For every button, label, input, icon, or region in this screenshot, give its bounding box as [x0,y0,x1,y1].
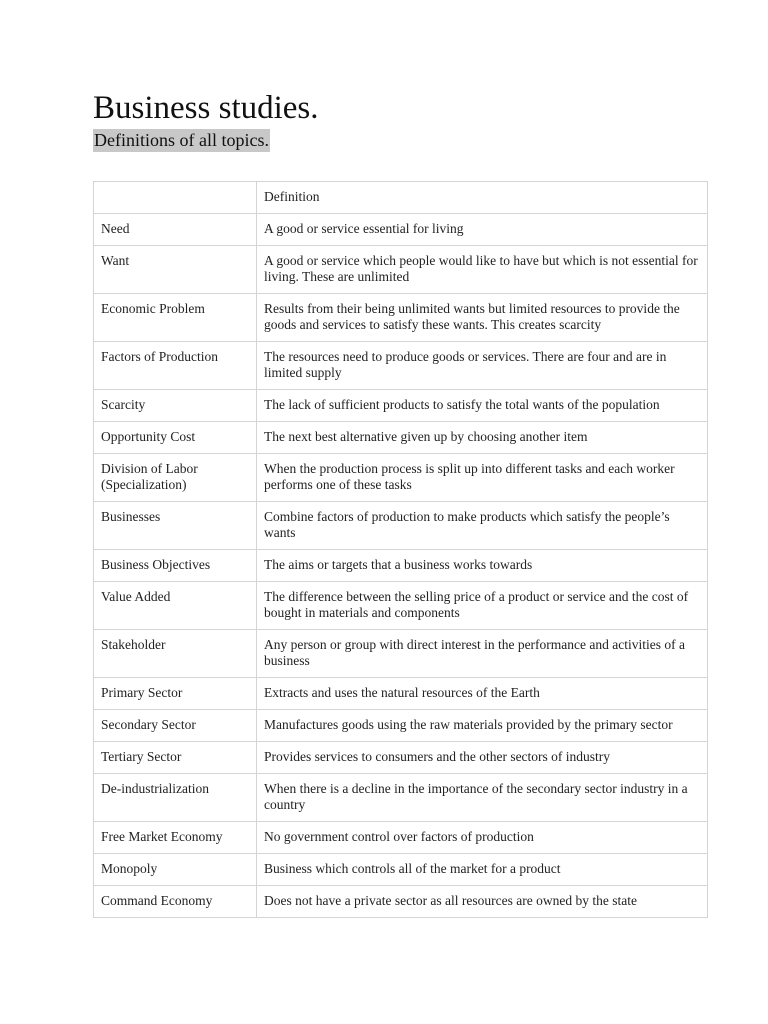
definition-cell: The aims or targets that a business works towards [257,550,708,582]
term-cell: Value Added [94,582,257,630]
definition-cell: Manufactures goods using the raw materials provided by the primary sector [257,710,708,742]
term-cell: Stakeholder [94,630,257,678]
definition-cell: No government control over factors of production [257,822,708,854]
table-row [94,550,708,582]
term-cell: Opportunity Cost [94,422,257,454]
table-row [94,246,708,294]
table-row [94,390,708,422]
definition-cell: Combine factors of production to make products which satisfy the people’s wants [257,502,708,550]
definition-cell: Does not have a private sector as all resources are owned by the state [257,886,708,918]
term-cell: Command Economy [94,886,257,918]
definition-cell: Extracts and uses the natural resources of the Earth [257,678,708,710]
table-row [94,342,708,390]
header-term-cell [94,182,257,214]
table-row [94,710,708,742]
table-row [94,742,708,774]
table-row [94,454,708,502]
page-subtitle: Definitions of all topics. [94,130,269,150]
definition-cell: When there is a decline in the importance of the secondary sector industry in a country [257,774,708,822]
page-title: Business studies. [93,90,319,126]
definition-cell: Business which controls all of the market for a product [257,854,708,886]
definition-cell: The lack of sufficient products to satisfy the total wants of the population [257,390,708,422]
table-row [94,854,708,886]
term-cell: Want [94,246,257,294]
definition-cell: The difference between the selling price of a product or service and the cost of bought in materials and components [257,582,708,630]
definition-cell: The next best alternative given up by choosing another item [257,422,708,454]
term-cell: Scarcity [94,390,257,422]
table-row [94,582,708,630]
term-cell: Need [94,214,257,246]
table-row [94,630,708,678]
header-definition-cell: Definition [257,182,708,214]
definition-cell: Any person or group with direct interest in the performance and activities of a business [257,630,708,678]
table-row [94,214,708,246]
definition-cell: A good or service which people would like to have but which is not essential for living. These are unlimited [257,246,708,294]
term-cell: Free Market Economy [94,822,257,854]
term-cell: Business Objectives [94,550,257,582]
table-row [94,886,708,918]
definition-cell: When the production process is split up into different tasks and each worker performs one of these tasks [257,454,708,502]
definition-cell: The resources need to produce goods or services. There are four and are in limited supply [257,342,708,390]
term-cell: Monopoly [94,854,257,886]
term-cell: Division of Labor (Specialization) [94,454,257,502]
term-cell: Secondary Sector [94,710,257,742]
definition-cell: A good or service essential for living [257,214,708,246]
definitions-table [93,181,708,918]
table-header-row [94,182,708,214]
definition-cell: Results from their being unlimited wants but limited resources to provide the goods and services to satisfy these wants. This creates scarcity [257,294,708,342]
table-row [94,422,708,454]
definitions-table-body [94,182,708,918]
term-cell: Factors of Production [94,342,257,390]
definition-cell: Provides services to consumers and the other sectors of industry [257,742,708,774]
term-cell: De-industrialization [94,774,257,822]
term-cell: Tertiary Sector [94,742,257,774]
table-row [94,502,708,550]
table-row [94,678,708,710]
table-row [94,294,708,342]
table-row [94,774,708,822]
table-row [94,822,708,854]
term-cell: Economic Problem [94,294,257,342]
term-cell: Primary Sector [94,678,257,710]
term-cell: Businesses [94,502,257,550]
